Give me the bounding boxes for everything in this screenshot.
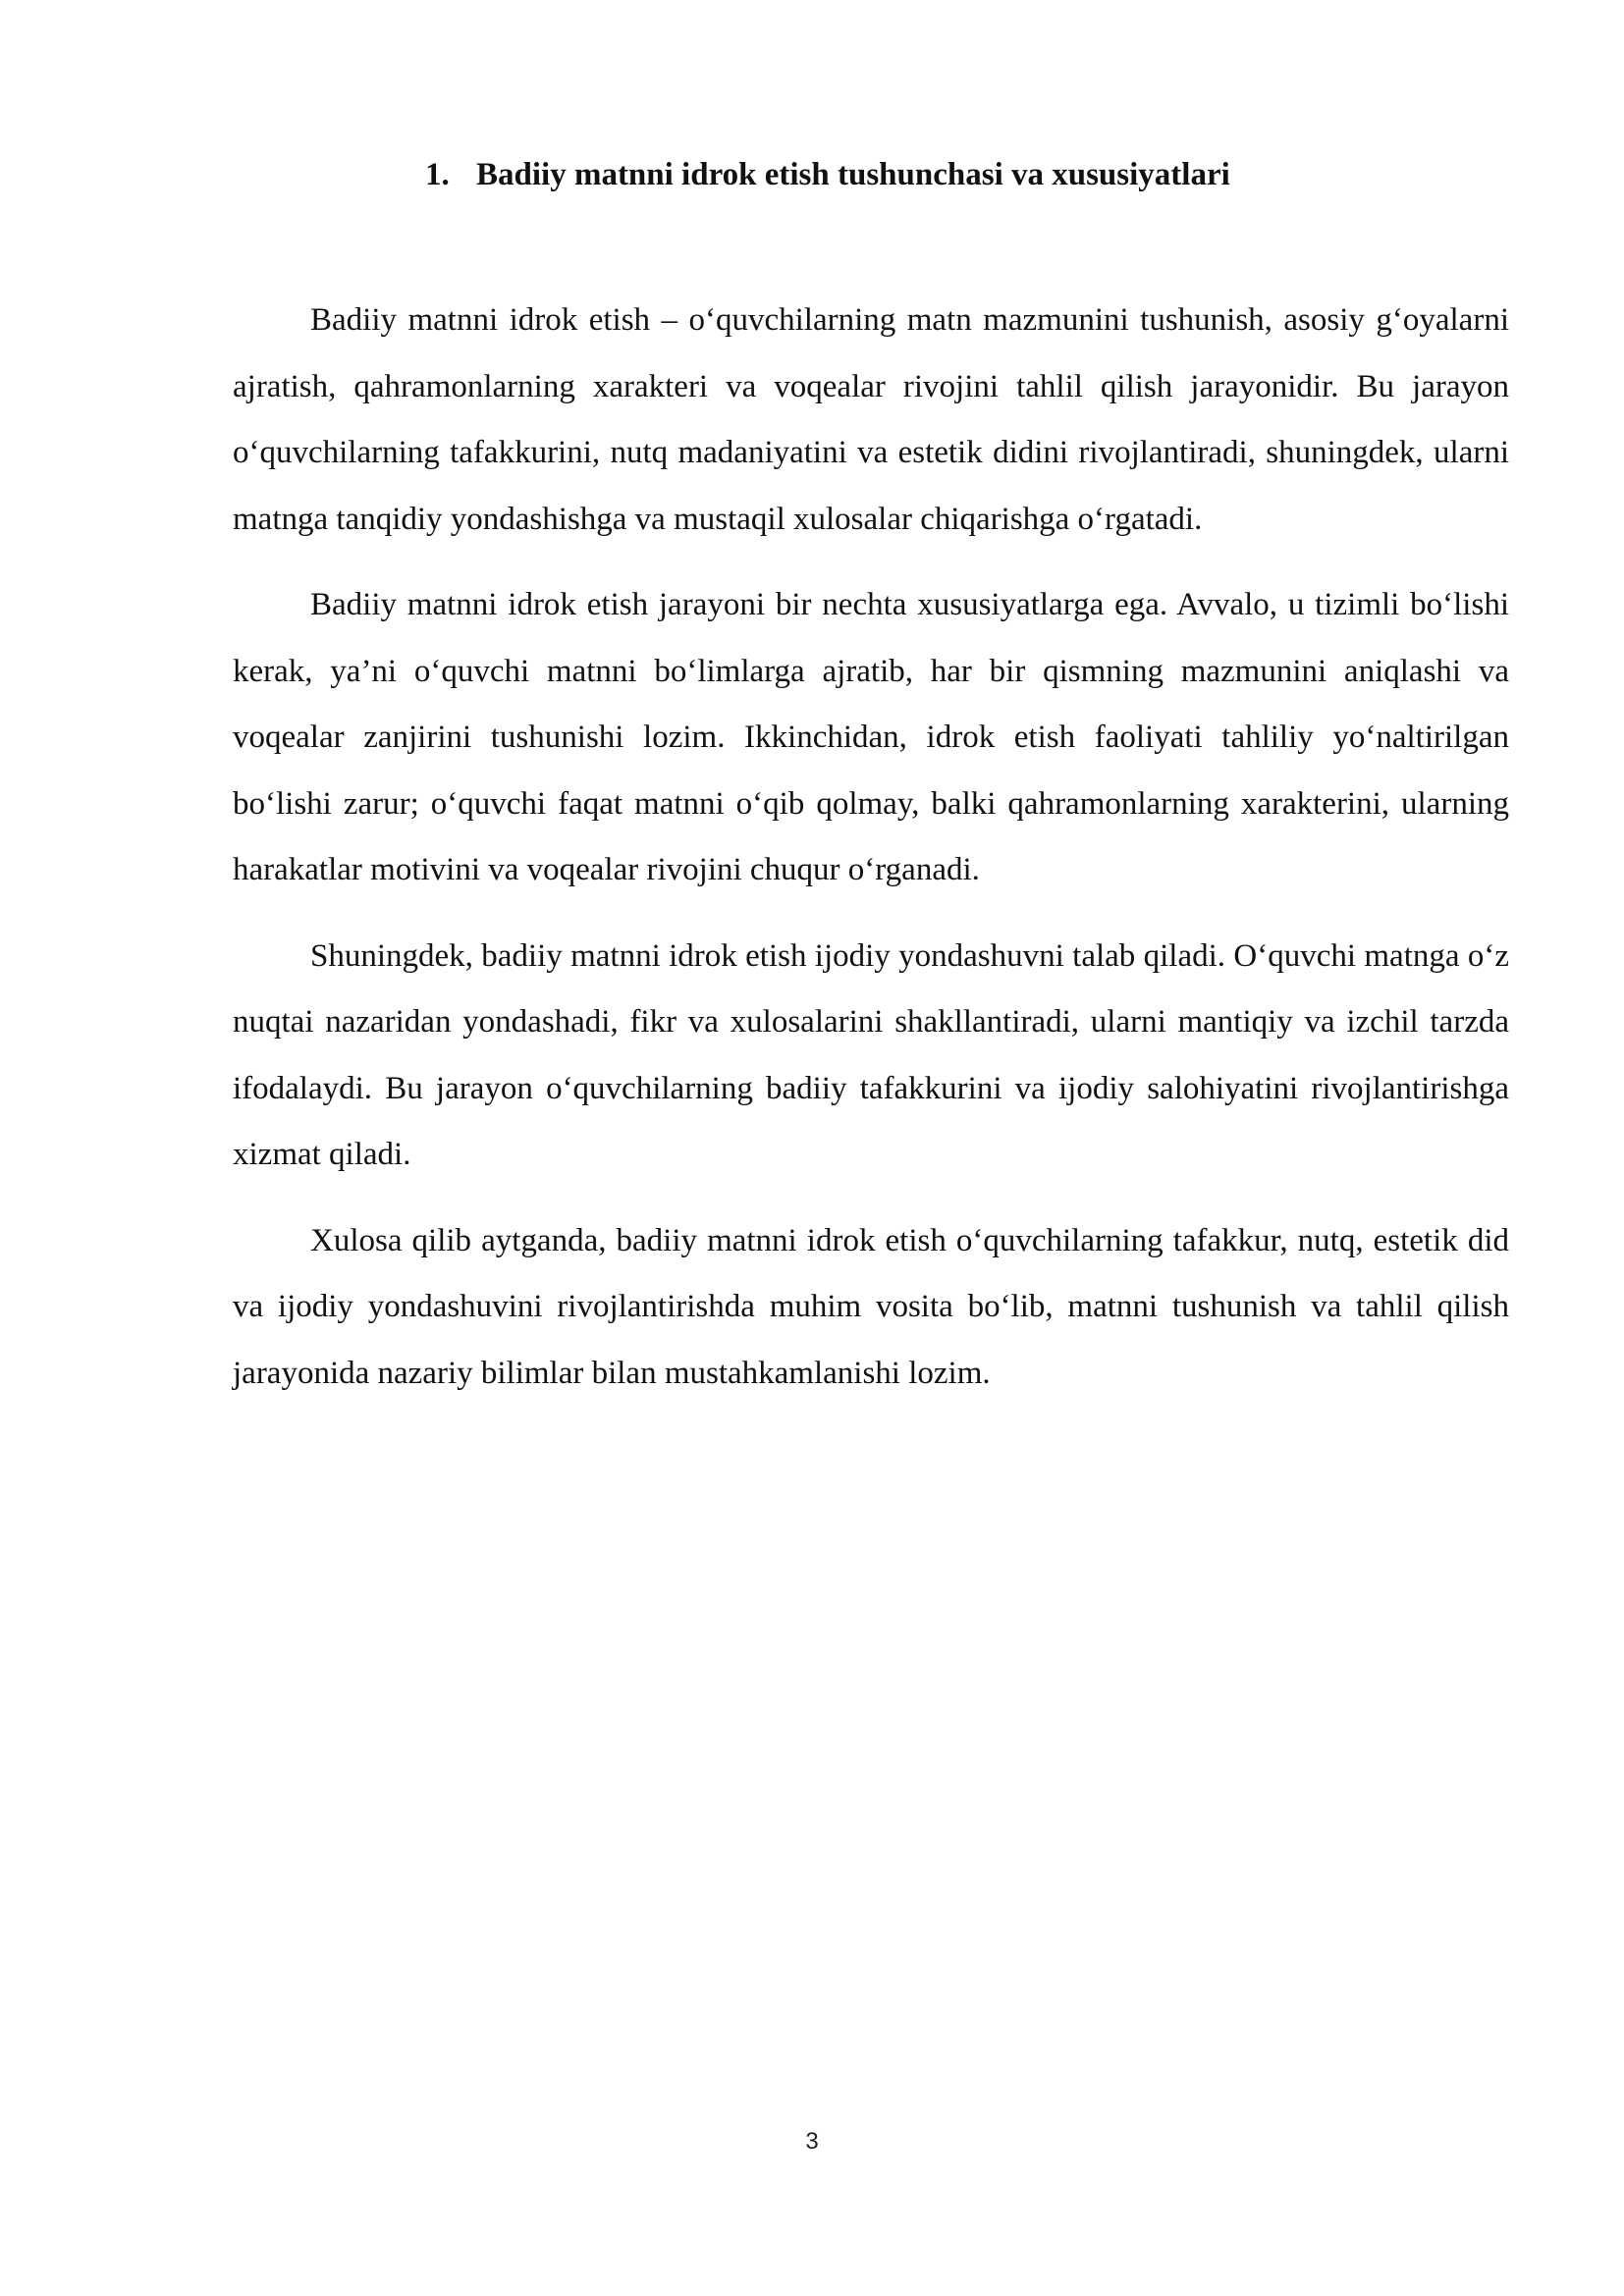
paragraph-1: Badiiy matnni idrok etish – o‘quvchilarning matn mazmunini tushunish, asosiy g‘oyalarni ajratish, qahramonlarning xarakteri va voqealar rivojini tahlil qilish jarayonidir. Bu jarayon o‘quvchilarning tafakkurini, nutq madaniyatini va estetik didini rivojlantiradi, shuningdek, ularni matnga tanqidiy yondashishga va mustaqil xulosalar chiqarishga o‘rgatadi.	[233, 302, 1509, 537]
page-number: 3	[805, 2128, 819, 2155]
paragraph-3: Shuningdek, badiiy matnni idrok etish ijodiy yondashuvni talab qiladi. O‘quvchi matnga o‘z nuqtai nazaridan yondashadi, fikr va xulosalarini shakllantiradi, ularni mantiqiy va izchil tarzda ifodalaydi. Bu jarayon o‘quvchilarning badiiy tafakkurini va ijodiy salohiyatini rivojlantirishga xizmat qiladi.	[233, 937, 1509, 1172]
section-heading	[425, 155, 1407, 194]
section-title: Badiiy matnni idrok etish tushunchasi va xususiyatlari	[476, 157, 1230, 192]
paragraph-4: Xulosa qilib aytganda, badiiy matnni idrok etish o‘quvchilarning tafakkur, nutq, estetik did va ijodiy yondashuvini rivojlantirishda muhim vosita bo‘lib, matnni tushunish va tahlil qilish jarayonida nazariy bilimlar bilan mustahkamlanishi lozim.	[233, 1222, 1509, 1391]
section-number: 1.	[425, 157, 450, 192]
body-text	[233, 288, 1509, 1407]
paragraph-2: Badiiy matnni idrok etish jarayoni bir nechta xususiyatlarga ega. Avvalo, u tizimli bo‘lishi kerak, ya’ni o‘quvchi matnni bo‘limlarga ajratib, har bir qismning mazmunini aniqlashi va voqealar zanjirini tushunishi lozim. Ikkinchidan, idrok etish faoliyati tahliliy yo‘naltirilgan bo‘lishi zarur; o‘quvchi faqat matnni o‘qib qolmay, balki qahramonlarning xarakterini, ularning harakatlar motivini va voqealar rivojini chuqur o‘rganadi.	[233, 587, 1509, 887]
